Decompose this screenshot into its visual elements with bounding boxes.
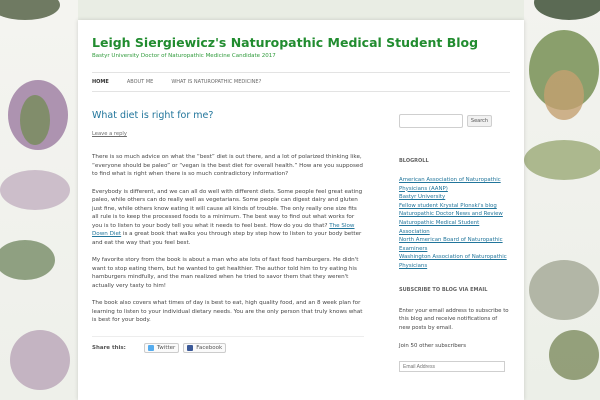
post-paragraph-3: My favorite story from the book is about a man who ate lots of fast food hamburgers. He didn't want to stop eating them, but he wanted to get healthier. The author told him to try eating his hamburgers mindfully, and the man realized when he tried to savor them that they weren't actually very tasty to him! — [92, 257, 359, 289]
share-bar — [92, 336, 364, 353]
post-title[interactable]: What diet is right for me? — [92, 110, 214, 121]
nav-item-about-me[interactable]: ABOUT ME — [126, 79, 154, 85]
blogroll-link[interactable]: American Association of Naturopathic Physicians (AANP) — [399, 177, 501, 192]
blogroll-link[interactable]: Fellow student Krystal Plonski's blog — [399, 202, 497, 209]
search-form — [399, 114, 509, 128]
facebook-share-button[interactable] — [183, 343, 226, 353]
main-nav — [92, 72, 510, 92]
subscriber-count: Join 50 other subscribers — [399, 343, 467, 350]
post-paragraph-2 — [92, 188, 364, 248]
blogroll-list — [399, 176, 509, 271]
email-input[interactable] — [399, 361, 505, 372]
post-paragraph-2-text-a: Everybody is different, and we can all do well with different diets. Some people feel great eating paleo, while others can do really well as vegetarians. Some people can digest dairy and gluten just fine, while others know eating it will cause all kinds of trouble. The only really one size fits all rule is to keep the processed foods to a minimum. The best way to find out what works for you is to listen to your body tell you what it needs to feel best. How do you do that? — [92, 188, 363, 229]
search-button[interactable]: Search — [467, 115, 492, 127]
share-label: Share this: — [92, 344, 126, 351]
background-herbs-right — [524, 0, 600, 400]
page-container — [78, 20, 524, 400]
blogroll-link[interactable]: Naturopathic Medical Student Association — [399, 219, 480, 235]
subscribe-text: Enter your email address to subscribe to this blog and receive notifications of new posts by email. — [399, 307, 509, 331]
site-title[interactable]: Leigh Siergiewicz's Naturopathic Medical Student Blog — [92, 35, 479, 50]
blogroll-link[interactable]: Bastyr University — [399, 194, 446, 201]
site-description: Bastyr University Doctor of Naturopathic Medicine Candidate 2017 — [92, 53, 276, 59]
subscribe-title: SUBSCRIBE TO BLOG VIA EMAIL — [399, 286, 488, 293]
blogroll-link[interactable]: Washington Association of Naturopathic Physicians — [399, 254, 507, 269]
twitter-share-label: Twitter — [156, 344, 176, 351]
leave-reply-link[interactable]: Leave a reply — [92, 131, 127, 137]
sidebar — [399, 114, 509, 372]
twitter-icon — [148, 345, 154, 351]
facebook-share-label: Facebook — [196, 344, 223, 351]
background-herbs-left — [0, 0, 78, 400]
post-paragraph-2-text-b: is a great book that walks you through step by step how to listen to your body better and eat the way that you feel best. — [92, 231, 362, 246]
post-paragraph-1: There is so much advice on what the “best” diet is out there, and a lot of polarized thinking like, “everyone should be paleo” or “vegan is the best diet for overall health.” How are you supposed to find what is right when there is so much contradictory information? — [92, 154, 363, 177]
blogroll-link[interactable]: North American Board of Naturopathic Examiners — [399, 237, 503, 252]
post-article — [92, 110, 364, 353]
slow-down-diet-link[interactable]: The Slow Down Diet — [92, 222, 355, 237]
nav-item-what-is-naturopathic-medicine[interactable]: WHAT IS NATUROPATHIC MEDICINE? — [171, 79, 262, 85]
post-paragraph-4: The book also covers what times of day is best to eat, high quality food, and an 8 week plan for learning to listen to your individual dietary needs. You are the only person that truly knows what is best for your body. — [92, 300, 363, 323]
search-input[interactable] — [399, 114, 463, 128]
blogroll-title: BLOGROLL — [399, 158, 429, 164]
twitter-share-button[interactable] — [144, 343, 179, 353]
facebook-icon — [187, 345, 193, 351]
blogroll-link[interactable]: Naturopathic Doctor News and Review — [399, 211, 503, 218]
nav-item-home[interactable]: HOME — [92, 79, 109, 85]
post-content — [92, 153, 364, 325]
